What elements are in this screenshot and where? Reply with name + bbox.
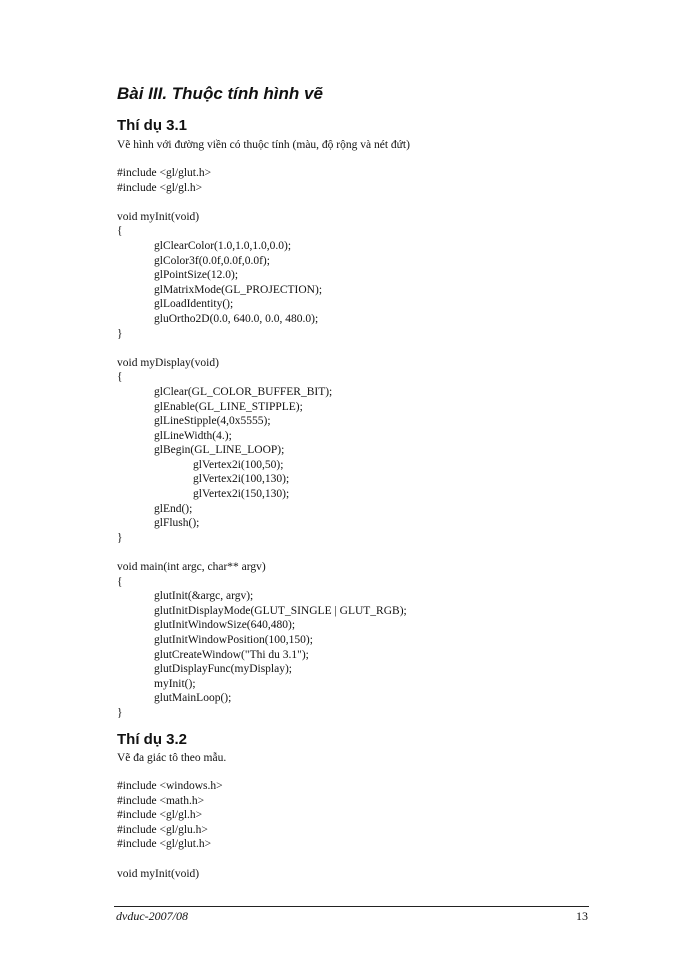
code-line: glutInitWindowSize(640,480);: [154, 619, 296, 632]
code-line: [117, 195, 407, 210]
code-line: glColor3f(0.0f,0.0f,0.0f);: [154, 254, 270, 267]
code-line: glutMainLoop();: [154, 692, 232, 705]
code-line: void main(int argc, char** argv): [117, 561, 266, 574]
example-3-2-description: Vẽ đa giác tô theo mẫu.: [117, 752, 227, 764]
example-3-2-title: Thí dụ 3.2: [117, 731, 188, 748]
code-line: glFlush();: [154, 517, 200, 530]
code-line: {: [117, 575, 123, 588]
code-line: myInit();: [154, 677, 196, 690]
code-line: #include <gl/glut.h>: [117, 167, 212, 179]
code-line: #include <gl/gl.h>: [117, 809, 203, 822]
code-line: glVertex2i(100,130);: [193, 473, 290, 486]
code-line: glutCreateWindow("Thi du 3.1");: [154, 648, 309, 661]
code-line: }: [117, 327, 123, 340]
code-line: glPointSize(12.0);: [154, 269, 239, 282]
code-line: glClearColor(1.0,1.0,1.0,0.0);: [154, 239, 292, 252]
code-line: #include <math.h>: [117, 794, 205, 807]
code-line: glClear(GL_COLOR_BUFFER_BIT);: [154, 385, 333, 398]
code-line: glEnable(GL_LINE_STIPPLE);: [154, 400, 303, 413]
code-line: {: [117, 225, 123, 238]
code-line: glutInitWindowPosition(100,150);: [154, 634, 313, 646]
lesson-title: Bài III. Thuộc tính hình vẽ: [117, 84, 323, 103]
code-line: glBegin(GL_LINE_LOOP);: [154, 444, 285, 457]
code-line: void myDisplay(void): [117, 356, 219, 369]
code-line: glVertex2i(150,130);: [193, 488, 290, 501]
footer-author: dvduc-2007/08: [116, 909, 188, 923]
code-line: glMatrixMode(GL_PROJECTION);: [154, 283, 323, 296]
code-line: glEnd();: [154, 502, 193, 515]
code-line: #include <windows.h>: [117, 780, 223, 792]
code-line: glutInitDisplayMode(GLUT_SINGLE | GLUT_RGB);: [154, 604, 407, 617]
code-line: gluOrtho2D(0.0, 640.0, 0.0, 480.0);: [154, 312, 319, 325]
footer-divider: [114, 906, 589, 907]
code-line: {: [117, 371, 123, 384]
code-line: #include <gl/glu.h>: [117, 823, 208, 836]
code-line: [117, 341, 407, 356]
code-line: }: [117, 706, 123, 719]
code-line: #include <gl/glut.h>: [117, 838, 212, 851]
code-line: glLoadIdentity();: [154, 298, 234, 311]
code-line: [117, 852, 223, 867]
example-3-1-code: [117, 166, 407, 721]
example-3-1-title: Thí dụ 3.1: [117, 117, 188, 134]
code-line: }: [117, 531, 123, 544]
code-line: glLineWidth(4.);: [154, 429, 232, 442]
code-line: [117, 545, 407, 560]
code-line: void myInit(void): [117, 867, 200, 880]
code-line: #include <gl/gl.h>: [117, 181, 203, 194]
code-line: void myInit(void): [117, 210, 200, 223]
code-line: glutDisplayFunc(myDisplay);: [154, 663, 292, 676]
code-line: glutInit(&argc, argv);: [154, 590, 254, 603]
code-line: glLineStipple(4,0x5555);: [154, 415, 271, 428]
footer-page-number: 13: [576, 909, 588, 923]
example-3-1-description: Vẽ hình với đường viền có thuộc tính (màu, độ rộng và nét đứt): [117, 139, 410, 151]
example-3-2-code: [117, 779, 223, 881]
code-line: glVertex2i(100,50);: [193, 458, 284, 471]
